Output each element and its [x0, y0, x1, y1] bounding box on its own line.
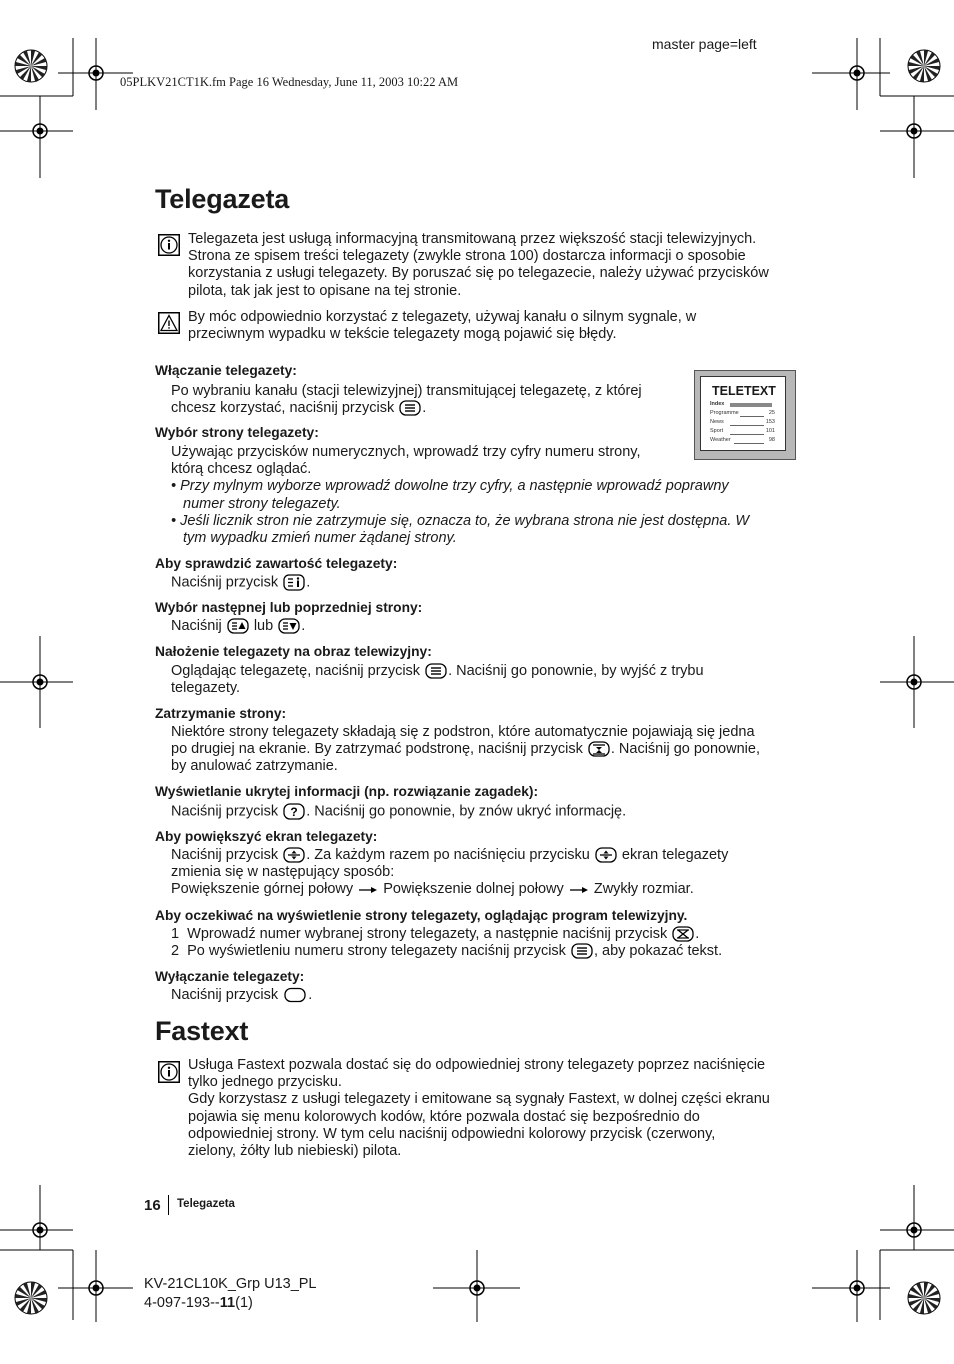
teletext-row-label: Programme	[710, 410, 739, 416]
registration-mark-icon	[30, 672, 50, 692]
item-heading: Wybór następnej lub poprzedniej strony:	[155, 600, 423, 615]
item-body	[171, 847, 728, 899]
info-note-line: Telegazeta jest usługą informacyjną transmitowaną przez większość stacji telewizyjnych.	[188, 231, 757, 247]
starburst-target-icon	[906, 1280, 942, 1316]
item-body: Naciśnij przycisk ? . Naciśnij go ponownie, by znów ukryć informację.	[171, 803, 627, 820]
info-icon	[158, 234, 180, 256]
teletext-row-value: 153	[765, 419, 775, 425]
info-icon	[158, 1061, 180, 1083]
section-title: Fastext	[155, 1016, 249, 1046]
teletext-row-label: Weather	[710, 437, 731, 443]
item-line: zmienia się w następujący sposób:	[171, 864, 395, 881]
item-line: Oglądając telegazetę, naciśnij przycisk . Naciśnij go ponownie, by wyjść z trybu	[171, 663, 704, 679]
registration-mark-icon	[86, 1278, 106, 1298]
item-line: by anulować zatrzymanie.	[171, 758, 338, 775]
bullet-line: tym wypadku zmień numer żądanej strony.	[183, 530, 457, 547]
item-body	[171, 444, 749, 547]
enlarge-button-icon	[595, 847, 617, 863]
registration-mark-icon	[847, 1278, 867, 1298]
warning-note-line: przeciwnym wypadku w tekście telegazety mogą pojawić się błędy.	[188, 326, 617, 343]
item-heading: Zatrzymanie strony:	[155, 706, 287, 721]
item-body: Naciśnij przycisk .	[171, 987, 313, 1003]
tv-button-icon	[283, 987, 307, 1003]
info-note-line: tylko jednego przycisku.	[188, 1074, 342, 1091]
starburst-target-icon	[13, 1280, 49, 1316]
page-up-button-icon	[227, 618, 249, 634]
bullet-line: numer strony telegazety.	[183, 495, 341, 512]
cancel-button-icon	[672, 926, 694, 942]
master-page-label: master page=left	[652, 36, 757, 52]
info-note-line: Gdy korzystasz z usługi telegazety i emitowane są sygnały Fastext, w dolnej części ekranu	[188, 1091, 770, 1108]
registration-mark-icon	[86, 63, 106, 83]
warning-icon	[158, 312, 180, 334]
starburst-target-icon	[906, 48, 942, 84]
registration-mark-icon	[904, 1220, 924, 1240]
info-note	[188, 231, 769, 300]
teletext-row-label: Index	[710, 401, 725, 407]
enlarge-button-icon	[283, 847, 305, 863]
bullet-line: • Jeśli licznik stron nie zatrzymuje się, oznacza to, że wybrana strona nie jest dostępna. W	[171, 512, 750, 529]
info-note-line: korzystania z usługi telegazety. By poruszać się po telegazecie, należy używać przycisków	[188, 265, 769, 282]
footer-codes	[144, 1275, 317, 1313]
step-line: 2 Po wyświetleniu numeru strony telegazety naciśnij przycisk , aby pokazać tekst.	[171, 943, 723, 960]
registration-mark-icon	[847, 63, 867, 83]
item-heading: Włączanie telegazety:	[155, 363, 297, 378]
footer-divider	[168, 1195, 169, 1215]
footer-section-label: Telegazeta	[177, 1198, 235, 1210]
teletext-row-value: 101	[765, 428, 775, 434]
item-line: chcesz korzystać, naciśnij przycisk .	[171, 400, 427, 417]
teletext-row-value: 98	[768, 437, 775, 443]
item-line: telegazety.	[171, 680, 241, 697]
item-heading: Wyświetlanie ukrytej informacji (np. rozwiązanie zagadek):	[155, 784, 539, 799]
item-body: Naciśnij przycisk .	[171, 574, 311, 591]
item-line: Niektóre strony telegazety składają się z podstron, które automatycznie pojawiają się jedna	[171, 724, 755, 740]
teletext-button-icon	[571, 943, 593, 959]
teletext-row	[710, 428, 775, 437]
teletext-row	[710, 419, 775, 428]
item-line: Naciśnij przycisk . Za każdym razem po naciśnięciu przycisku ekran telegazety	[171, 847, 729, 863]
arrow-right-icon	[358, 885, 378, 895]
info-note-line: pilota, tak jak jest to opisane na tej stronie.	[188, 282, 462, 299]
item-body	[171, 724, 760, 776]
item-line: Powiększenie górnej połowy Powiększenie dolnej połowy Zwykły rozmiar.	[171, 881, 694, 898]
teletext-button-icon	[425, 663, 447, 679]
item-heading: Wybór strony telegazety:	[155, 425, 319, 440]
section-title: Telegazeta	[155, 184, 290, 214]
page-down-button-icon	[278, 618, 300, 634]
teletext-title: TELETEXT	[712, 384, 776, 398]
teletext-row	[710, 401, 772, 410]
model-code: KV-21CL10K_Grp U13_PL	[144, 1276, 317, 1292]
file-header-line: 05PLKV21CT1K.fm Page 16 Wednesday, June 11, 2003 10:22 AM	[120, 75, 459, 89]
item-body: Naciśnij lub .	[171, 618, 306, 634]
teletext-row-label: Sport	[710, 428, 724, 434]
info-note	[188, 1057, 770, 1160]
starburst-target-icon	[13, 48, 49, 84]
index-button-icon	[283, 574, 305, 591]
info-note-line: pojawia się menu kolorowych kodów, które pozwala dostać się bezpośrednio do	[188, 1108, 700, 1125]
registration-mark-icon	[904, 121, 924, 141]
item-body	[171, 383, 642, 417]
registration-mark-icon	[30, 121, 50, 141]
teletext-button-icon	[399, 400, 421, 416]
registration-mark-icon	[904, 672, 924, 692]
warning-note-line: By móc odpowiednio korzystać z telegazety, używaj kanału o silnym sygnale, w	[188, 309, 697, 325]
item-heading: Aby oczekiwać na wyświetlenie strony telegazety, oglądając program telewizyjny.	[155, 908, 688, 923]
teletext-row-value: 25	[768, 410, 775, 416]
item-line: Używając przycisków numerycznych, wprowadź trzy cyfry numeru strony,	[171, 444, 641, 460]
item-body	[171, 663, 704, 697]
teletext-row	[710, 410, 775, 419]
item-body	[171, 926, 722, 960]
info-note-line: zielony, żółty lub niebieski) pilota.	[188, 1143, 402, 1160]
item-heading: Aby powiększyć ekran telegazety:	[155, 829, 378, 844]
item-heading: Wyłączanie telegazety:	[155, 969, 305, 984]
svg-text:?: ?	[290, 805, 298, 819]
item-line: Po wybraniu kanału (stacji telewizyjnej) transmitującej telegazetę, z której	[171, 383, 642, 399]
warning-note	[188, 309, 696, 343]
registration-mark-icon	[30, 1220, 50, 1240]
info-note-line: Strona ze spisem treści telegazety (zwykle strona 100) dostarcza informacji o sposobie	[188, 248, 746, 265]
reveal-button-icon	[283, 803, 305, 820]
item-line: po drugiej na ekranie. By zatrzymać podstronę, naciśnij przycisk . Naciśnij go ponownie,	[171, 741, 760, 758]
teletext-row-label: News	[710, 419, 724, 425]
arrow-right-icon	[569, 885, 589, 895]
item-heading: Aby sprawdzić zawartość telegazety:	[155, 556, 398, 571]
info-note-line: odpowiedniej strony. W tym celu naciśnij odpowiedni kolorowy przycisk (czerwony,	[188, 1125, 716, 1142]
registration-mark-icon	[467, 1278, 487, 1298]
hold-button-icon	[588, 741, 610, 757]
part-number: 4-097-193--11(1)	[144, 1295, 253, 1311]
bullet-line: • Przy mylnym wyborze wprowadź dowolne trzy cyfry, a następnie wprowadź poprawny	[171, 478, 729, 495]
item-heading: Nałożenie telegazety na obraz telewizyjny:	[155, 644, 432, 659]
info-note-line: Usługa Fastext pozwala dostać się do odpowiedniej strony telegazety poprzez naciśnięcie	[188, 1057, 766, 1073]
step-line: 1 Wprowadź numer wybranej strony telegazety, a następnie naciśnij przycisk .	[171, 926, 700, 942]
page-number: 16	[144, 1197, 161, 1214]
item-line: którą chcesz oglądać.	[171, 461, 312, 478]
